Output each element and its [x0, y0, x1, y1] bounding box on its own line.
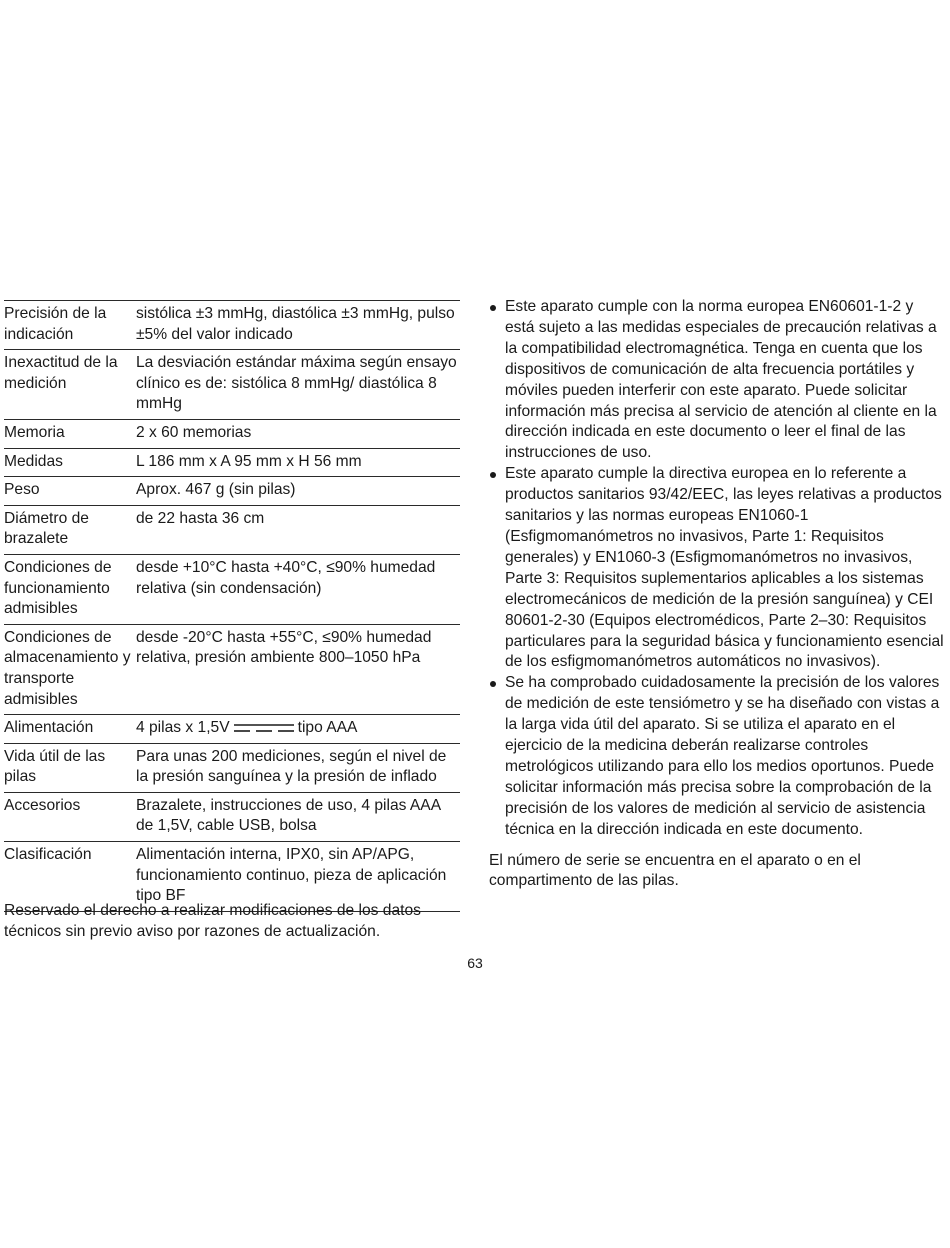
spec-value: Aprox. 467 g (sin pilas): [136, 477, 460, 506]
spec-value: desde +10°C hasta +40°C, ≤90% humedad relativa (sin condensación): [136, 554, 460, 624]
table-row: [4, 477, 460, 506]
spec-value-power: [136, 715, 460, 744]
serial-number-note: El número de serie se encuentra en el aparato o en el compartimento de las pilas.: [489, 851, 861, 890]
table-row: [4, 505, 460, 554]
spec-value: de 22 hasta 36 cm: [136, 505, 460, 554]
spec-label: Accesorios: [4, 792, 136, 841]
list-item-text: Se ha comprobado cuidadosamente la precisión de los valores de medición de este tensiómetro y se ha diseñado con vistas a la larga vida útil del aparato. Si se utiliza el aparato en el ejercicio de la medicina deberán realizarse controles metrológicos utilizando para ello los medios oportunos. Puede solicitar información más precisa sobre la comprobación de la precisión de los valores de medición al servicio de asistencia técnica en la dirección indicada en este documento.: [505, 674, 940, 838]
direct-current-icon: [234, 723, 294, 733]
technical-data-table: [4, 300, 460, 912]
spec-label: Memoria: [4, 419, 136, 448]
table-row: [4, 624, 460, 714]
modification-notice: Reservado el derecho a realizar modificaciones de los datos técnicos sin previo aviso por razones de actualización.: [4, 902, 421, 940]
list-item: [489, 297, 944, 464]
table-row: [4, 448, 460, 477]
list-item-text: Este aparato cumple la directiva europea en lo referente a productos sanitarios 93/42/EEC, las leyes relativas a productos sanitarios y las normas europeas EN1060-1 (Esfigmomanómetros no invasivos, Parte 1: Requisitos generales) y EN1060-3 (Esfigmomanómetros no invasivos, Parte 3: Requisitos suplementarios aplicables a los sistemas electromecánicos de medición de la presión sanguínea) y CEI 80601-2-30 (Equipos electromédicos, Parte 2–30: Requisitos particulares para la seguridad básica y funcionamiento esencial de los esfigmomanómetros automáticos no invasivos).: [505, 465, 944, 671]
spec-value: sistólica ±3 mmHg, diastólica ±3 mmHg, pulso ±5% del valor indicado: [136, 301, 460, 350]
spec-value: 2 x 60 memorias: [136, 419, 460, 448]
spec-label: Inexactitud de la medición: [4, 350, 136, 420]
spec-label: Clasificación: [4, 842, 136, 912]
spec-value: L 186 mm x A 95 mm x H 56 mm: [136, 448, 460, 477]
list-item: [489, 464, 944, 673]
spec-label: Peso: [4, 477, 136, 506]
table-row: [4, 554, 460, 624]
spec-value: Brazalete, instrucciones de uso, 4 pilas AAA de 1,5V, cable USB, bolsa: [136, 792, 460, 841]
list-item-text: Este aparato cumple con la norma europea EN60601-1-2 y está sujeto a las medidas especiales de precaución relativas a la compatibilidad electromagnética. Tenga en cuenta que los dispositivos de comunicación de alta frecuencia portátiles y móviles pueden interferir con este aparato. Puede solicitar información más precisa al servicio de atención al cliente en la dirección indicada en este documento o leer el final de las instrucciones de uso.: [505, 298, 937, 462]
spec-label: Precisión de la indicación: [4, 301, 136, 350]
power-value-text: 4 pilas x 1,5V: [136, 719, 230, 737]
spec-label: Medidas: [4, 448, 136, 477]
spec-label: Alimentación: [4, 715, 136, 744]
compliance-list: [489, 297, 944, 841]
spec-label: Diámetro de brazalete: [4, 505, 136, 554]
spec-label: Condiciones de funcionamiento admisibles: [4, 554, 136, 624]
spec-label: Vida útil de las pilas: [4, 743, 136, 792]
table-row: [4, 419, 460, 448]
bullet-icon: [490, 472, 496, 478]
compliance-notes: [489, 297, 944, 892]
table-row: [4, 743, 460, 792]
bullet-icon: [490, 681, 496, 687]
spec-value: Para unas 200 mediciones, según el nivel de la presión sanguínea y la presión de inflado: [136, 743, 460, 792]
bullet-icon: [490, 305, 496, 311]
battery-type-text: tipo AAA: [297, 719, 358, 737]
spec-label: Condiciones de almacenamiento y transporte admisibles: [4, 624, 136, 714]
table-row: [4, 715, 460, 744]
spec-value: La desviación estándar máxima según ensayo clínico es de: sistólica 8 mmHg/ diastólica 8 mmHg: [136, 350, 460, 420]
table-row: [4, 792, 460, 841]
spec-value: Alimentación interna, IPX0, sin AP/APG, funcionamiento continuo, pieza de aplicación tipo BF: [136, 842, 460, 912]
page-number: 63: [467, 955, 483, 971]
table-row: [4, 350, 460, 420]
table-row: [4, 301, 460, 350]
list-item: [489, 673, 944, 840]
spec-value: desde -20°C hasta +55°C, ≤90% humedad relativa, presión ambiente 800–1050 hPa: [136, 624, 460, 714]
